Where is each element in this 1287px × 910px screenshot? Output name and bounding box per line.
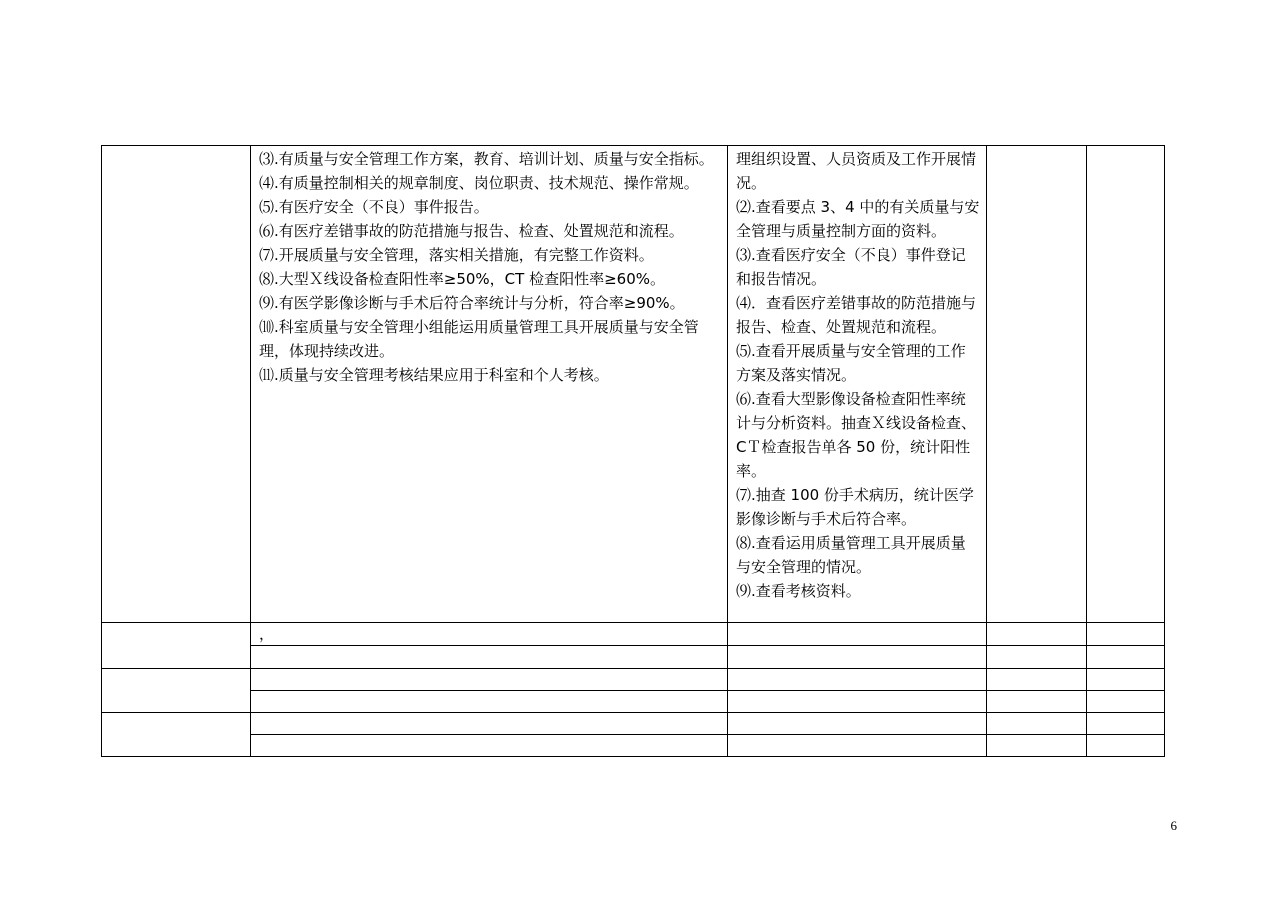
methods-cell	[728, 691, 987, 713]
table-row	[102, 691, 1165, 713]
method-item: ⑵.查看要点 3、4 中的有关质量与安全管理与质量控制方面的资料。	[736, 198, 980, 240]
requirement-item: ⑺.开展质量与安全管理，落实相关措施，有完整工作资料。	[259, 246, 654, 264]
method-item: ⑻.查看运用质量管理工具开展质量与安全管理的情况。	[736, 534, 966, 576]
requirement-item: ⑸.有医疗安全（不良）事件报告。	[259, 198, 489, 216]
method-item: ⑹.查看大型影像设备检查阳性率统计与分析资料。抽查Ｘ线设备检查、CＴ检查报告单各 50 份，统计阳性率。	[736, 390, 977, 480]
methods-cell	[728, 713, 987, 735]
requirement-item: ⑾.质量与安全管理考核结果应用于科室和个人考核。	[259, 366, 609, 384]
methods-cell	[728, 646, 987, 669]
requirements-cell	[251, 146, 728, 623]
comma-mark: ，	[259, 625, 275, 643]
table-row	[102, 646, 1165, 669]
page-number: 6	[1170, 818, 1177, 833]
remark-cell	[1087, 623, 1165, 646]
remark-cell	[1087, 669, 1165, 691]
methods-cell	[728, 623, 987, 646]
requirements-cell	[251, 735, 728, 757]
requirements-list	[251, 146, 727, 387]
requirements-cell	[251, 713, 728, 735]
remark-cell	[1087, 146, 1165, 623]
method-item: 理组织设置、人员资质及工作开展情况。	[736, 150, 977, 192]
method-item: ⑺.抽查 100 份手术病历，统计医学影像诊断与手术后符合率。	[736, 486, 974, 528]
score-cell	[987, 735, 1087, 757]
requirement-item: ⑻.大型Ｘ线设备检查阳性率≥50%，CT 检查阳性率≥60%。	[259, 270, 665, 288]
table-row	[102, 623, 1165, 646]
table-row	[102, 735, 1165, 757]
table-row-main	[102, 146, 1165, 623]
table-row	[102, 713, 1165, 735]
requirement-item: ⑹.有医疗差错事故的防范措施与报告、检查、处置规范和流程。	[259, 222, 684, 240]
evaluation-table	[101, 145, 1165, 757]
methods-list	[728, 146, 986, 603]
method-item: ⑶.查看医疗安全（不良）事件登记和报告情况。	[736, 246, 966, 288]
requirement-item: ⑷.有质量控制相关的规章制度、岗位职责、技术规范、操作常规。	[259, 174, 699, 192]
remark-cell	[1087, 713, 1165, 735]
category-cell	[102, 623, 251, 669]
score-cell	[987, 146, 1087, 623]
requirement-item: ⑼.有医学影像诊断与手术后符合率统计与分析，符合率≥90%。	[259, 294, 685, 312]
remark-cell	[1087, 735, 1165, 757]
score-cell	[987, 691, 1087, 713]
method-item: ⑼.查看考核资料。	[736, 582, 861, 600]
methods-cell	[728, 669, 987, 691]
requirements-cell	[251, 646, 728, 669]
requirements-cell	[251, 669, 728, 691]
remark-cell	[1087, 691, 1165, 713]
score-cell	[987, 646, 1087, 669]
requirement-item: ⑽.科室质量与安全管理小组能运用质量管理工具开展质量与安全管理，体现持续改进。	[259, 318, 699, 360]
methods-cell	[728, 146, 987, 623]
score-cell	[987, 713, 1087, 735]
method-item: ⑸.查看开展质量与安全管理的工作方案及落实情况。	[736, 342, 966, 384]
requirements-cell	[251, 691, 728, 713]
score-cell	[987, 623, 1087, 646]
remark-cell	[1087, 646, 1165, 669]
methods-cell	[728, 735, 987, 757]
category-cell	[102, 146, 251, 623]
requirement-item: ⑶.有质量与安全管理工作方案，教育、培训计划、质量与安全指标。	[259, 150, 714, 168]
score-cell	[987, 669, 1087, 691]
table-row	[102, 669, 1165, 691]
requirements-cell	[251, 623, 728, 646]
category-cell	[102, 669, 251, 713]
method-item: ⑷．查看医疗差错事故的防范措施与报告、检查、处置规范和流程。	[736, 294, 977, 336]
category-cell	[102, 713, 251, 757]
